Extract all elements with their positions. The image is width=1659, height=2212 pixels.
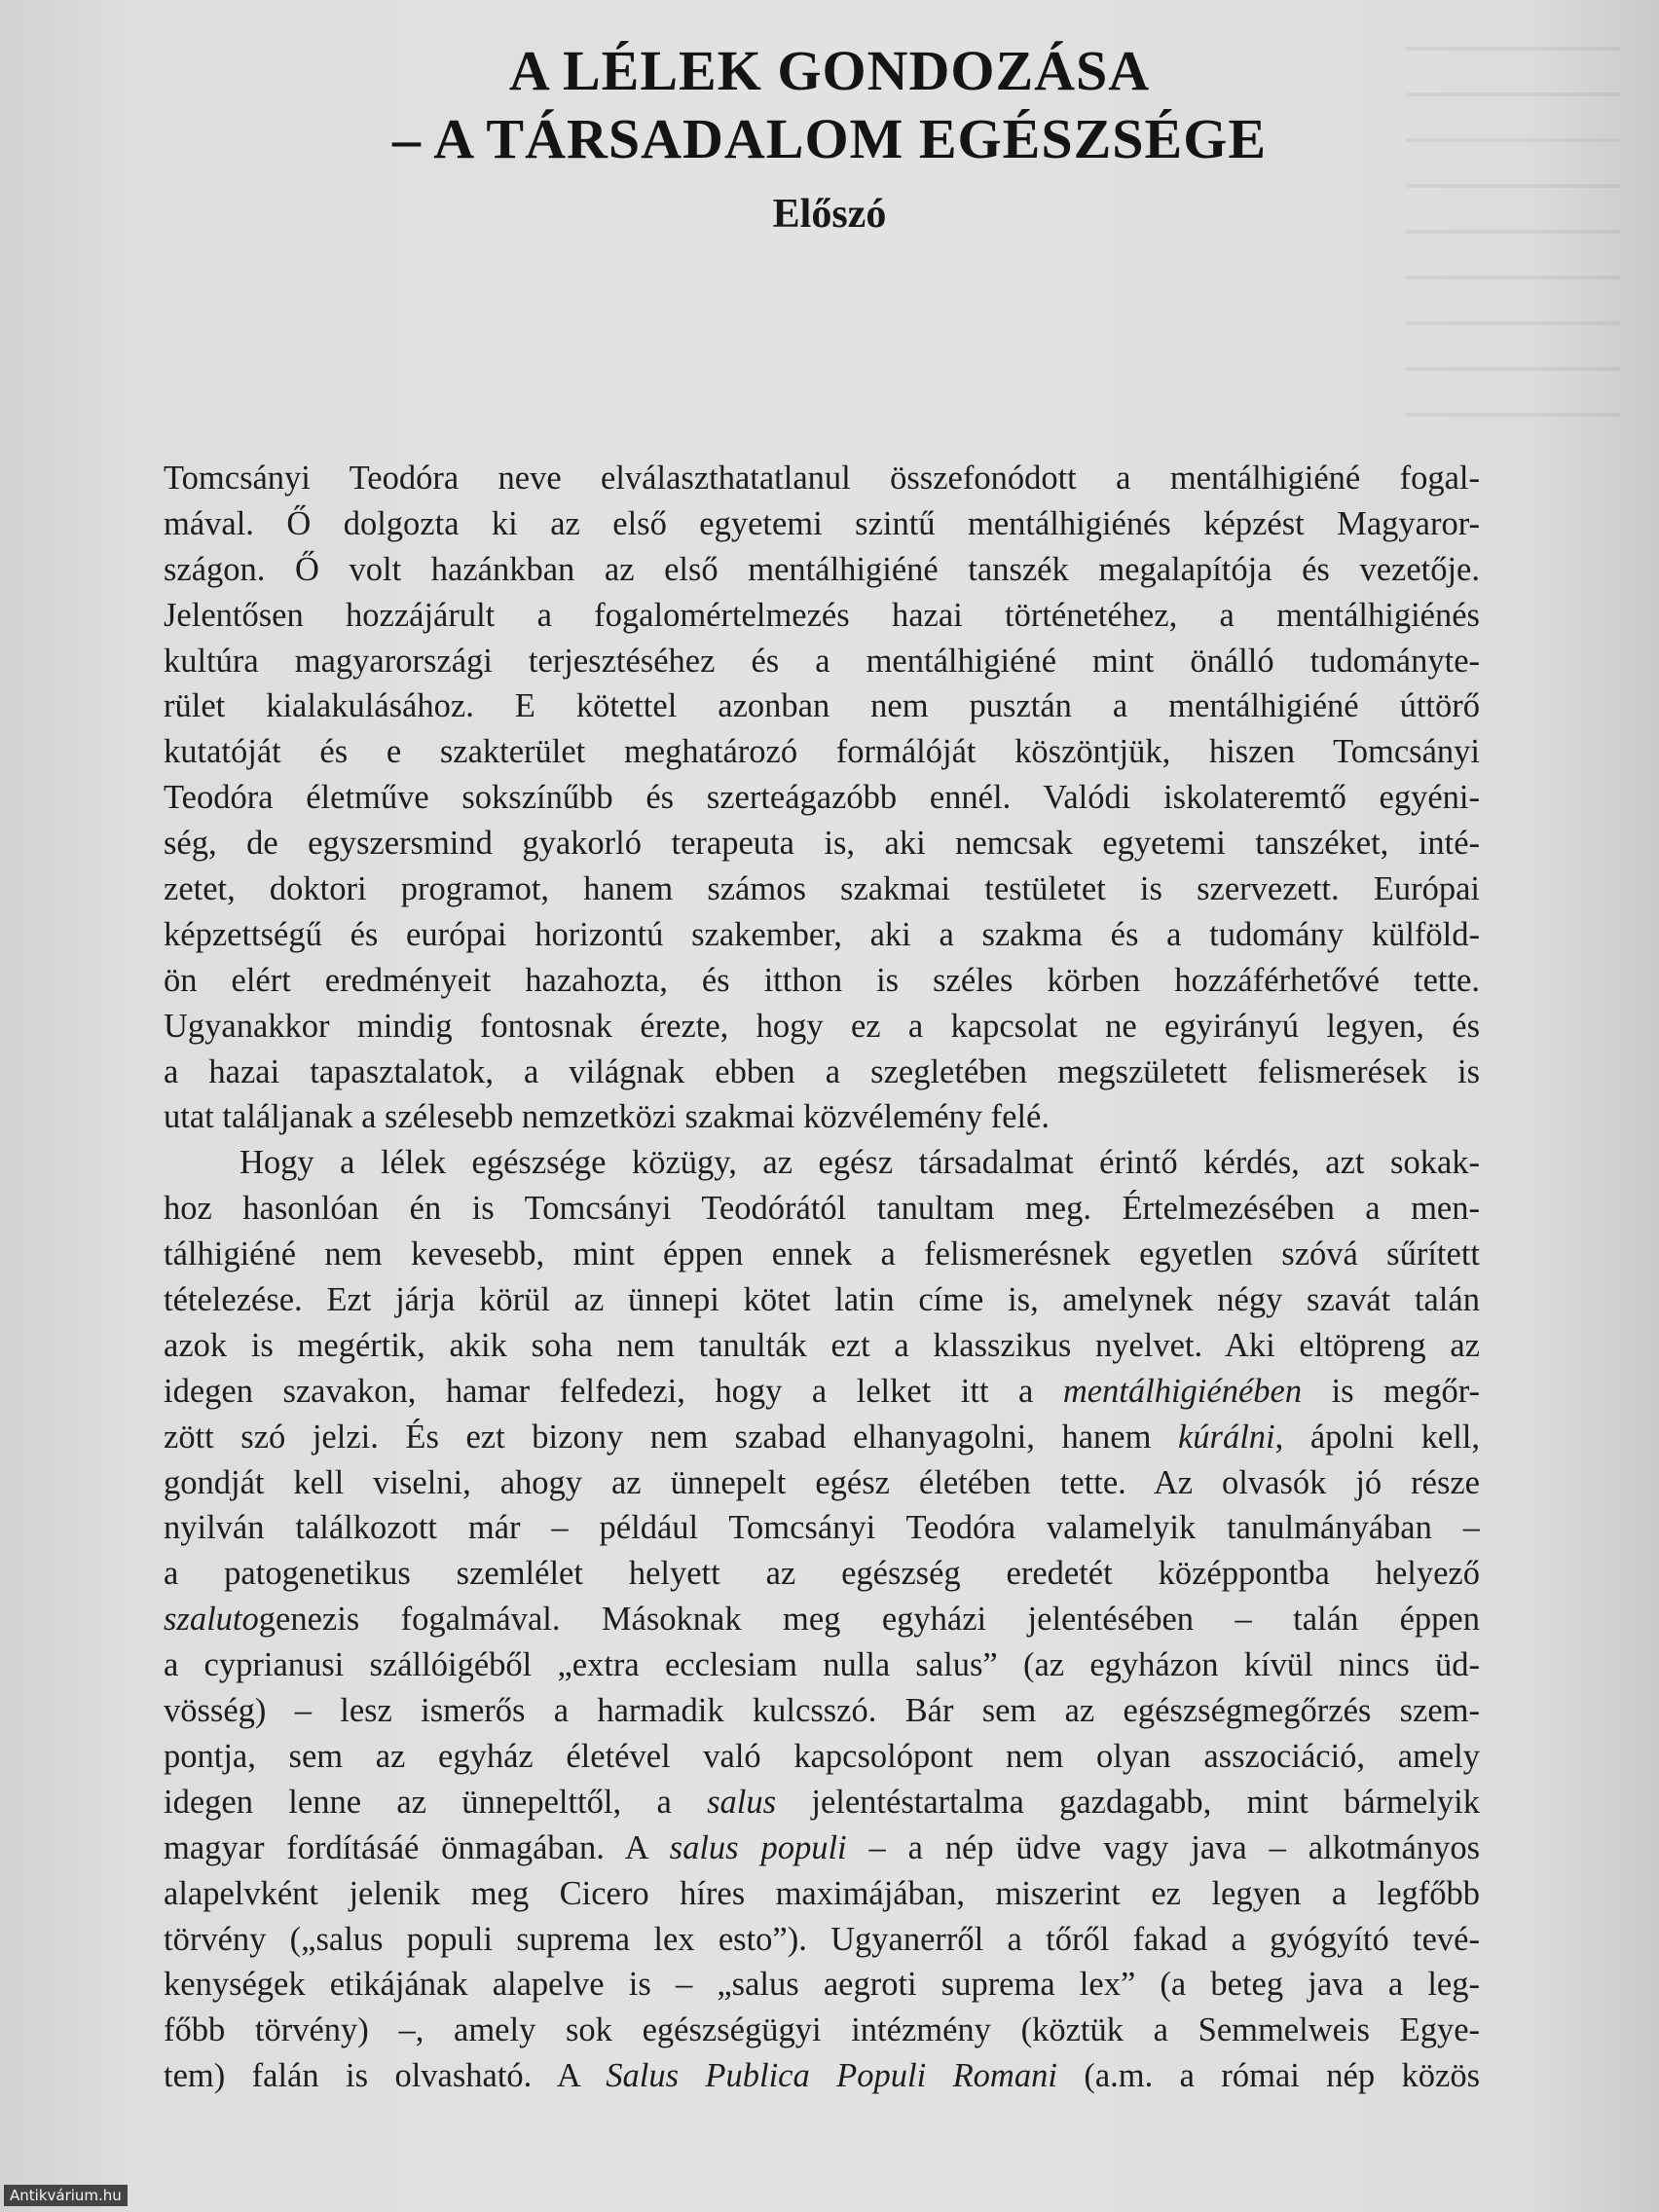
text-line: a cyprianusi szállóigéből „extra ecclesiam nulla salus” (az egyházon kívül nincs üd- <box>164 1646 1480 1684</box>
text-run: genezis fogalmával. Másoknak meg egyházi jelentésében – talán éppen <box>258 1601 1480 1639</box>
text-line <box>164 1825 1480 1871</box>
text-line: szágon. Ő volt hazánkban az első mentálhigiéné tanszék megalapítója és vezetője. <box>164 550 1480 588</box>
text-run: jelentéstartalma gazdagabb, mint bármelyik <box>776 1783 1480 1821</box>
text-line: Tomcsányi Teodóra neve elválaszthatatlanul összefonódott a mentálhigiéné fogal- <box>164 460 1480 497</box>
text-line: főbb törvény) –, amely sok egészségügyi intézmény (köztük a Semmelweis Egye- <box>164 2011 1480 2049</box>
text-line: ség, de egyszersmind gyakorló terapeuta is, aki nemcsak egyetemi tanszéket, inté- <box>164 825 1480 863</box>
text-run: tem) falán is olvasható. A <box>164 2057 607 2095</box>
text-line: nyilván találkozott már – például Tomcsányi Teodóra valamelyik tanulmányában – <box>164 1509 1480 1547</box>
text-line: kultúra magyarországi terjesztéséhez és a mentálhigiéné mint önálló tudományte- <box>164 642 1480 680</box>
section-heading: Előszó <box>772 192 887 237</box>
text-run: , ápolni kell, <box>1274 1418 1480 1456</box>
watermark-label: Antikvárium.hu <box>4 2185 128 2206</box>
text-line: kutatóját és e szakterület meghatározó formálóját köszöntjük, hiszen Tomcsányi <box>164 733 1480 771</box>
title-line-2: – A TÁRSADALOM EGÉSZSÉGE <box>391 107 1268 170</box>
italic-term: kúrálni <box>1177 1418 1275 1456</box>
text-line <box>164 1415 1480 1460</box>
title-line-1: A LÉLEK GONDOZÁSA <box>508 39 1151 102</box>
italic-term: salus populi <box>669 1828 847 1866</box>
text-line: vösség) – lesz ismerős a harmadik kulcsszó. Bár sem az egészségmegőrzés szem- <box>164 1692 1480 1730</box>
italic-term: szaluto <box>164 1601 259 1639</box>
italic-term: salus <box>707 1783 777 1821</box>
text-line: mával. Ő dolgozta ki az első egyetemi szintű mentálhigiénés képzést Magyaror- <box>164 504 1480 542</box>
text-line: kenységek etikájának alapelve is – „salus aegroti suprema lex” (a beteg java a leg- <box>164 1966 1480 2004</box>
text-line: alapelvként jelenik meg Cicero híres maximájában, miszerint ez legyen a legfőbb <box>164 1874 1480 1912</box>
text-line: a hazai tapasztalatok, a világnak ebben a szegletében megszületett felismerések is <box>164 1052 1480 1090</box>
text-line: ön elért eredményeit hazahozta, és itthon is széles körben hozzáférhetővé tette. <box>164 961 1480 999</box>
text-line: Ugyanakkor mindig fontosnak érezte, hogy ez a kapcsolat ne egyirányú legyen, és <box>164 1007 1480 1045</box>
text-line: pontja, sem az egyház életével való kapcsolópont nem olyan asszociáció, amely <box>164 1737 1480 1775</box>
paragraph-start-line: Hogy a lélek egészsége közügy, az egész társadalmat érintő kérdés, azt sokak- <box>240 1144 1480 1182</box>
text-run: zött szó jelzi. És ezt bizony nem szabad elhanyagolni, hanem <box>164 1418 1178 1456</box>
text-line: Jelentősen hozzájárult a fogalomértelmezés hazai történetéhez, a mentálhigiénés <box>164 596 1480 634</box>
text-line: tálhigiéné nem kevesebb, mint éppen ennek a felismerésnek egyetlen szóvá sűrített <box>164 1235 1480 1273</box>
text-line: képzettségű és európai horizontú szakember, aki a szakma és a tudomány külföld- <box>164 915 1480 953</box>
text-line: tételezése. Ezt járja körül az ünnepi kötet latin címe is, amelynek négy szavát talán <box>164 1281 1480 1319</box>
text-line: hoz hasonlóan én is Tomcsányi Teodórától tanultam meg. Értelmezésében a men- <box>164 1190 1480 1228</box>
text-run: is megőr- <box>1302 1372 1480 1410</box>
text-line <box>164 1780 1480 1825</box>
text-line <box>164 1597 1480 1642</box>
text-line: zetet, doktori programot, hanem számos szakmai testületet is szervezett. Európai <box>164 870 1480 908</box>
text-line <box>164 1369 1480 1415</box>
text-line: a patogenetikus szemlélet helyett az egészség eredetét középpontba helyező <box>164 1555 1480 1593</box>
text-run: – a nép üdve vagy java – alkotmányos <box>846 1828 1480 1866</box>
italic-term: mentálhigiénében <box>1062 1372 1303 1410</box>
text-run: idegen lenne az ünnepelttől, a <box>164 1783 708 1821</box>
text-line: törvény („salus populi suprema lex esto”). Ugyanerről a tőről fakad a gyógyító tevé- <box>164 1920 1480 1958</box>
text-line: gondját kell viselni, ahogy az ünnepelt egész életében tette. Az olvasók jó része <box>164 1463 1480 1501</box>
text-run: (a.m. a római nép közös <box>1056 2057 1480 2095</box>
text-run: magyar fordításáé önmagában. A <box>164 1828 670 1866</box>
text-line <box>164 2053 1480 2099</box>
text-line: azok is megértik, akik soha nem tanulták ezt a klasszikus nyelvet. Aki eltöpreng az <box>164 1326 1480 1364</box>
text-run: idegen szavakon, hamar felfedezi, hogy a lelket itt a <box>164 1372 1063 1410</box>
text-line: rület kialakulásához. E kötettel azonban nem pusztán a mentálhigiéné úttörő <box>164 687 1480 725</box>
italic-term: Salus Publica Populi Romani <box>606 2057 1057 2095</box>
body-text <box>164 456 1480 2099</box>
page-title <box>0 37 1659 173</box>
text-line: Teodóra életműve sokszínűbb és szerteágazóbb ennél. Valódi iskolateremtő egyéni- <box>164 779 1480 817</box>
paragraph-end-line: utat találjanak a szélesebb nemzetközi szakmai közvélemény felé. <box>164 1098 1050 1136</box>
